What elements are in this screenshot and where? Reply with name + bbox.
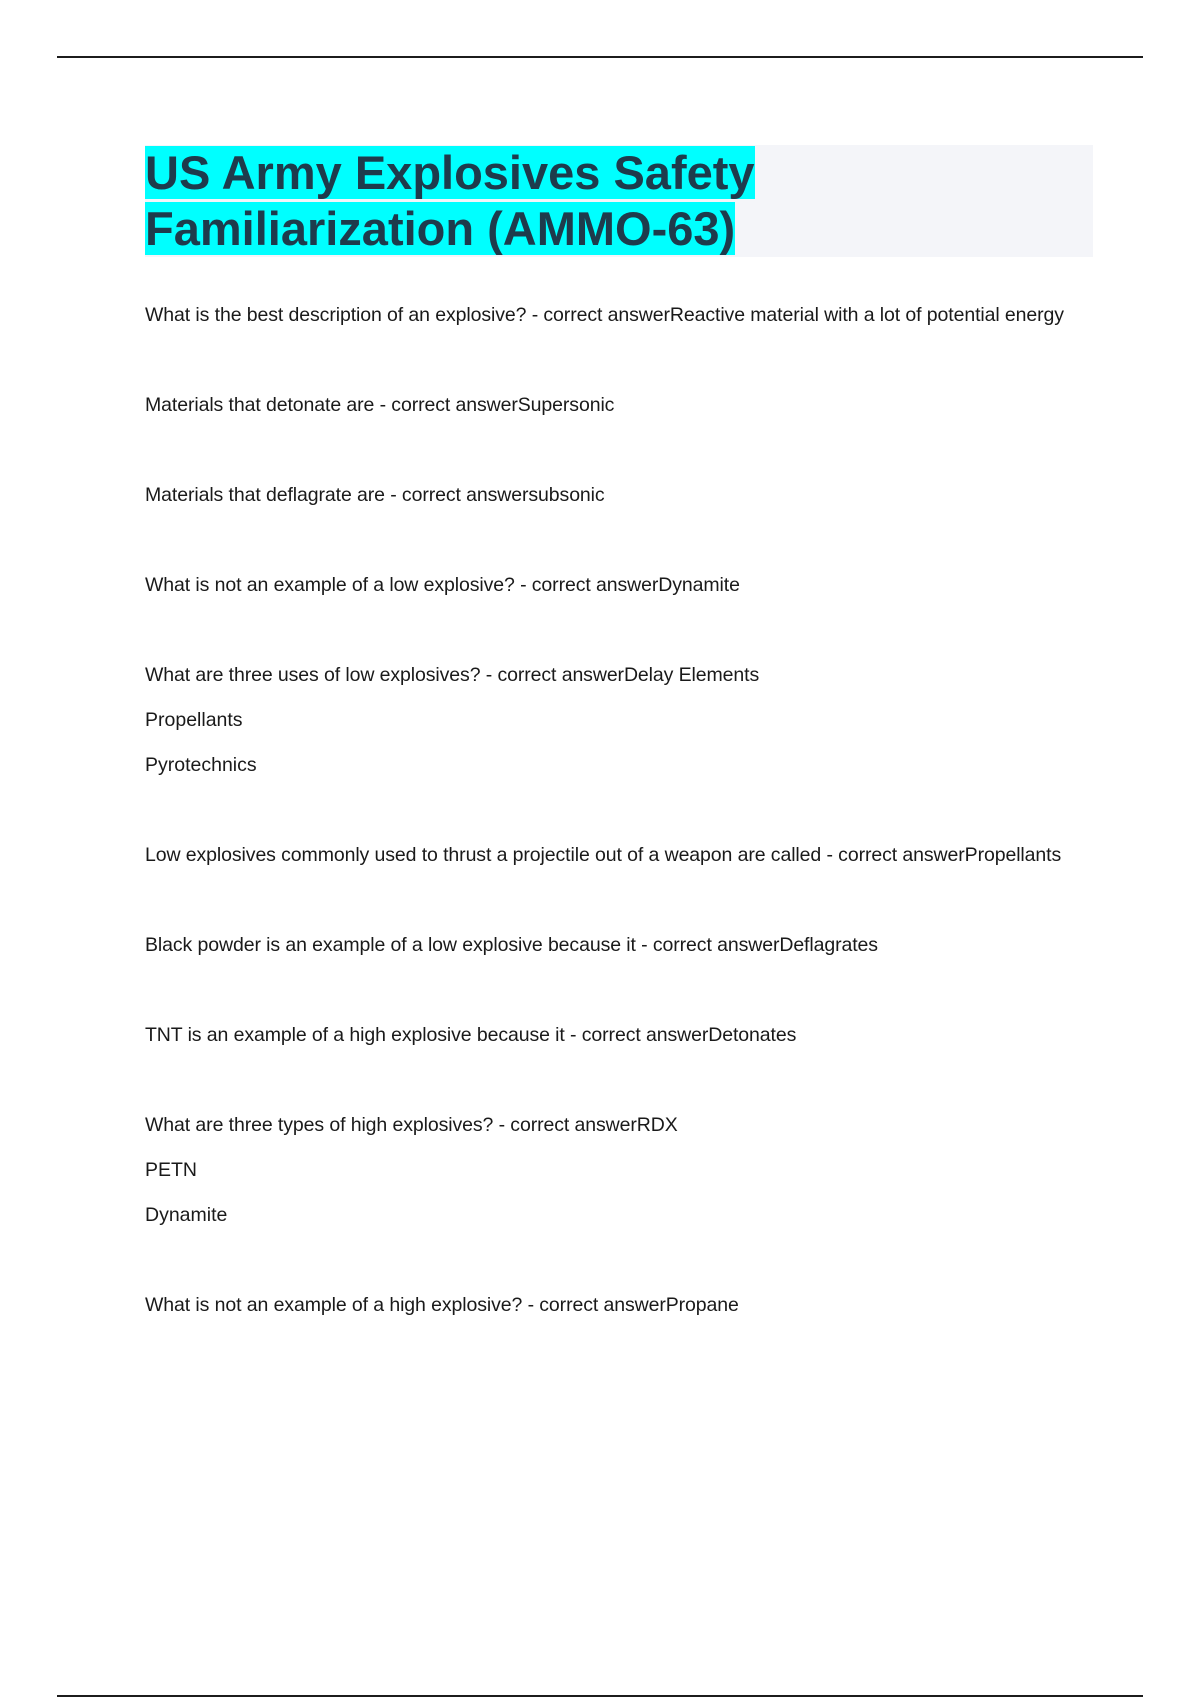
title-block bbox=[145, 145, 1093, 257]
qa-item bbox=[145, 480, 1075, 510]
qa-item bbox=[145, 1110, 1075, 1230]
document-title bbox=[145, 145, 1093, 257]
qa-list bbox=[145, 300, 1075, 1380]
qa-answer-line: Pyrotechnics bbox=[145, 754, 257, 776]
qa-question-answer: Materials that deflagrate are - correct answersubsonic bbox=[145, 484, 605, 506]
qa-answer-line: Propellants bbox=[145, 709, 243, 731]
qa-item bbox=[145, 930, 1075, 960]
qa-item bbox=[145, 1290, 1075, 1320]
qa-item bbox=[145, 390, 1075, 420]
footer-rule bbox=[57, 1695, 1143, 1697]
title-highlight: US Army Explosives Safety Familiarization (AMMO-63) bbox=[145, 146, 755, 255]
qa-item bbox=[145, 660, 1075, 780]
qa-answer-line: Dynamite bbox=[145, 1204, 228, 1226]
qa-question-answer: TNT is an example of a high explosive because it - correct answerDetonates bbox=[145, 1024, 797, 1046]
qa-item bbox=[145, 840, 1075, 870]
qa-question-answer: What is not an example of a high explosive? - correct answerPropane bbox=[145, 1294, 739, 1316]
qa-question-answer: What is not an example of a low explosive? - correct answerDynamite bbox=[145, 574, 740, 596]
qa-item bbox=[145, 570, 1075, 600]
qa-answer-line: PETN bbox=[145, 1159, 198, 1181]
qa-question-answer: What are three types of high explosives? - correct answerRDX bbox=[145, 1114, 678, 1136]
qa-question-answer: Black powder is an example of a low explosive because it - correct answerDeflagrates bbox=[145, 934, 878, 956]
header-rule bbox=[57, 56, 1143, 58]
qa-item bbox=[145, 1020, 1075, 1050]
qa-question-answer: Materials that detonate are - correct answerSupersonic bbox=[145, 394, 615, 416]
qa-question-answer: Low explosives commonly used to thrust a projectile out of a weapon are called - correct answerPropellants bbox=[145, 844, 1062, 866]
qa-question-answer: What are three uses of low explosives? - correct answerDelay Elements bbox=[145, 664, 760, 686]
qa-item bbox=[145, 300, 1075, 330]
qa-question-answer: What is the best description of an explosive? - correct answerReactive material with a lot of potential energy bbox=[145, 304, 1064, 326]
